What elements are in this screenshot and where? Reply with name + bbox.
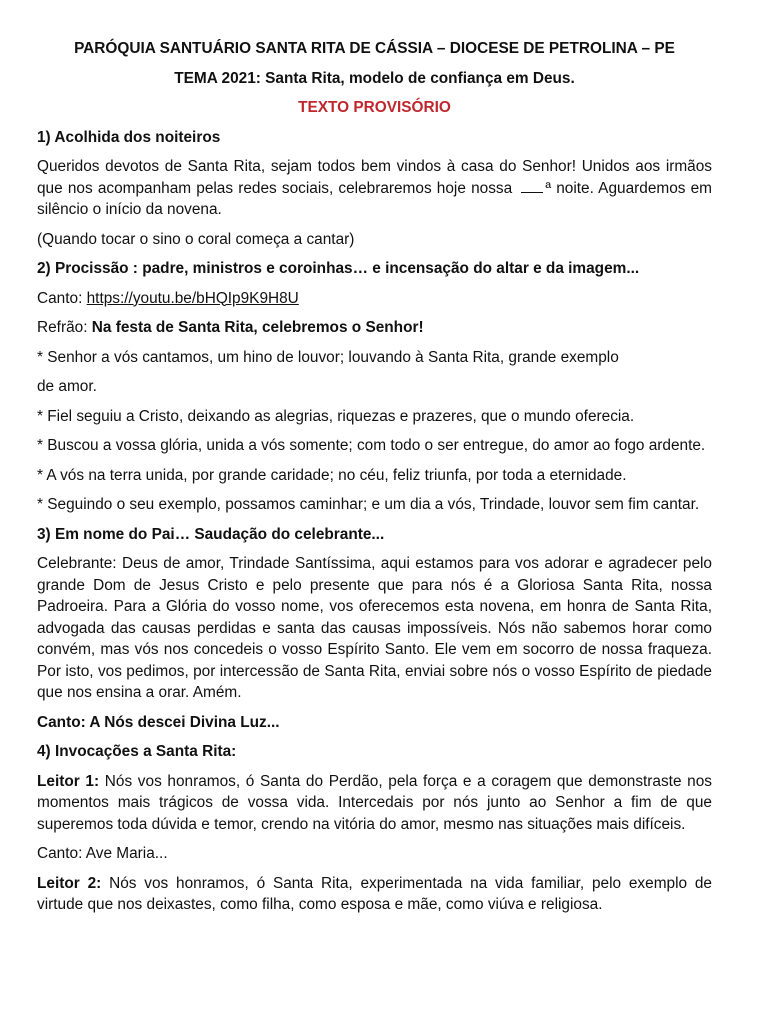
welcome-text: Queridos devotos de Santa Rita, sejam todos bem vindos à casa do Senhor! Unidos aos irmãos que nos acompanham pelas redes sociais, celebraremos hoje nossa	[37, 158, 712, 197]
canto-label: Canto:	[37, 289, 87, 307]
verse-2: * Fiel seguiu a Cristo, deixando as alegrias, riquezas e prazeres, que o mundo oferecia.	[37, 407, 635, 425]
welcome-text-end: ª noite. Aguardemos em silêncio o início da novena.	[37, 179, 713, 218]
night-number-blank	[521, 180, 543, 193]
bell-instruction: (Quando tocar o sino o coral começa a cantar)	[37, 230, 355, 248]
provisional-label: TEXTO PROVISÓRIO	[298, 99, 451, 116]
section-4-title: 4) Invocações a Santa Rita:	[37, 743, 237, 760]
youtube-link[interactable]: https://youtu.be/bHQIp9K9H8U	[86, 289, 299, 307]
section-3-canto: Canto: A Nós descei Divina Luz...	[37, 713, 280, 731]
section-1-title: 1) Acolhida dos noiteiros	[37, 128, 221, 146]
reader-2-text: Nós vos honramos, ó Santa Rita, experimentada na vida familiar, pelo exemplo de virtude que nos deixastes, como filha, como esposa e mãe, como viúva e religiosa.	[37, 874, 712, 913]
reader-1-paragraph	[37, 771, 712, 836]
verse-3: * Buscou a vossa glória, unida a vós somente; com todo o ser entregue, do amor ao fogo ardente.	[37, 437, 706, 454]
refrain-text: Na festa de Santa Rita, celebremos o Senhor!	[91, 319, 424, 336]
reader-1-label: Leitor 1:	[37, 772, 100, 790]
section-1-paragraph	[37, 156, 712, 221]
reader-2-paragraph	[37, 873, 712, 916]
section-2-title: 2) Procissão : padre, ministros e coroinhas… e incensação do altar e da imagem...	[37, 260, 640, 277]
reader-2-label: Leitor 2:	[37, 874, 102, 892]
section-3-title: 3) Em nome do Pai… Saudação do celebrante...	[37, 525, 385, 543]
celebrant-prayer: Celebrante: Deus de amor, Trindade Santíssima, aqui estamos para vos adorar e agradecer pelo grande Dom de Jesus Cristo e pelo presente que para nós é a Gloriosa Santa Rita, nossa Padroeira. Para a Glória do vosso nome, vos oferecemos esta novena, em honra de Santa Rita, advogada das causas perdidas e santa das causas impossíveis. Nós não sabemos horar como convém, mas vós nos concedeis o vosso Espírito Santo. Ele vem em socorro de nossa fraqueza. Por isto, vos pedimos, por intercessão de Santa Rita, enviai sobre nós o vosso Espírito de piedade que nos ensina a orar. Amém.	[37, 555, 712, 701]
reader-1-text: Nós vos honramos, ó Santa do Perdão, pela força e a coragem que demonstraste nos momentos mais trágicos de vossa vida. Intercedais por nós junto ao Senhor a fim de que superemos toda dúvida e temor, crendo na vitória do amor, mesmo nas situações mais difíceis.	[37, 772, 712, 833]
refrain-label: Refrão:	[37, 319, 92, 336]
parish-heading: PARÓQUIA SANTUÁRIO SANTA RITA DE CÁSSIA – DIOCESE DE PETROLINA – PE	[74, 40, 675, 57]
canto-line	[37, 288, 712, 310]
refrain-line	[37, 317, 712, 339]
section-4-canto: Canto: Ave Maria...	[37, 845, 168, 862]
verse-5: * Seguindo o seu exemplo, possamos caminhar; e um dia a vós, Trindade, louvor sem fim cantar.	[37, 496, 700, 513]
verse-1b: de amor.	[37, 378, 97, 395]
theme-heading: TEMA 2021: Santa Rita, modelo de confiança em Deus.	[174, 69, 575, 87]
verse-1a: * Senhor a vós cantamos, um hino de louvor; louvando à Santa Rita, grande exemplo	[37, 348, 619, 366]
verse-4: * A vós na terra unida, por grande caridade; no céu, feliz triunfa, por toda a eternidade.	[37, 466, 627, 484]
